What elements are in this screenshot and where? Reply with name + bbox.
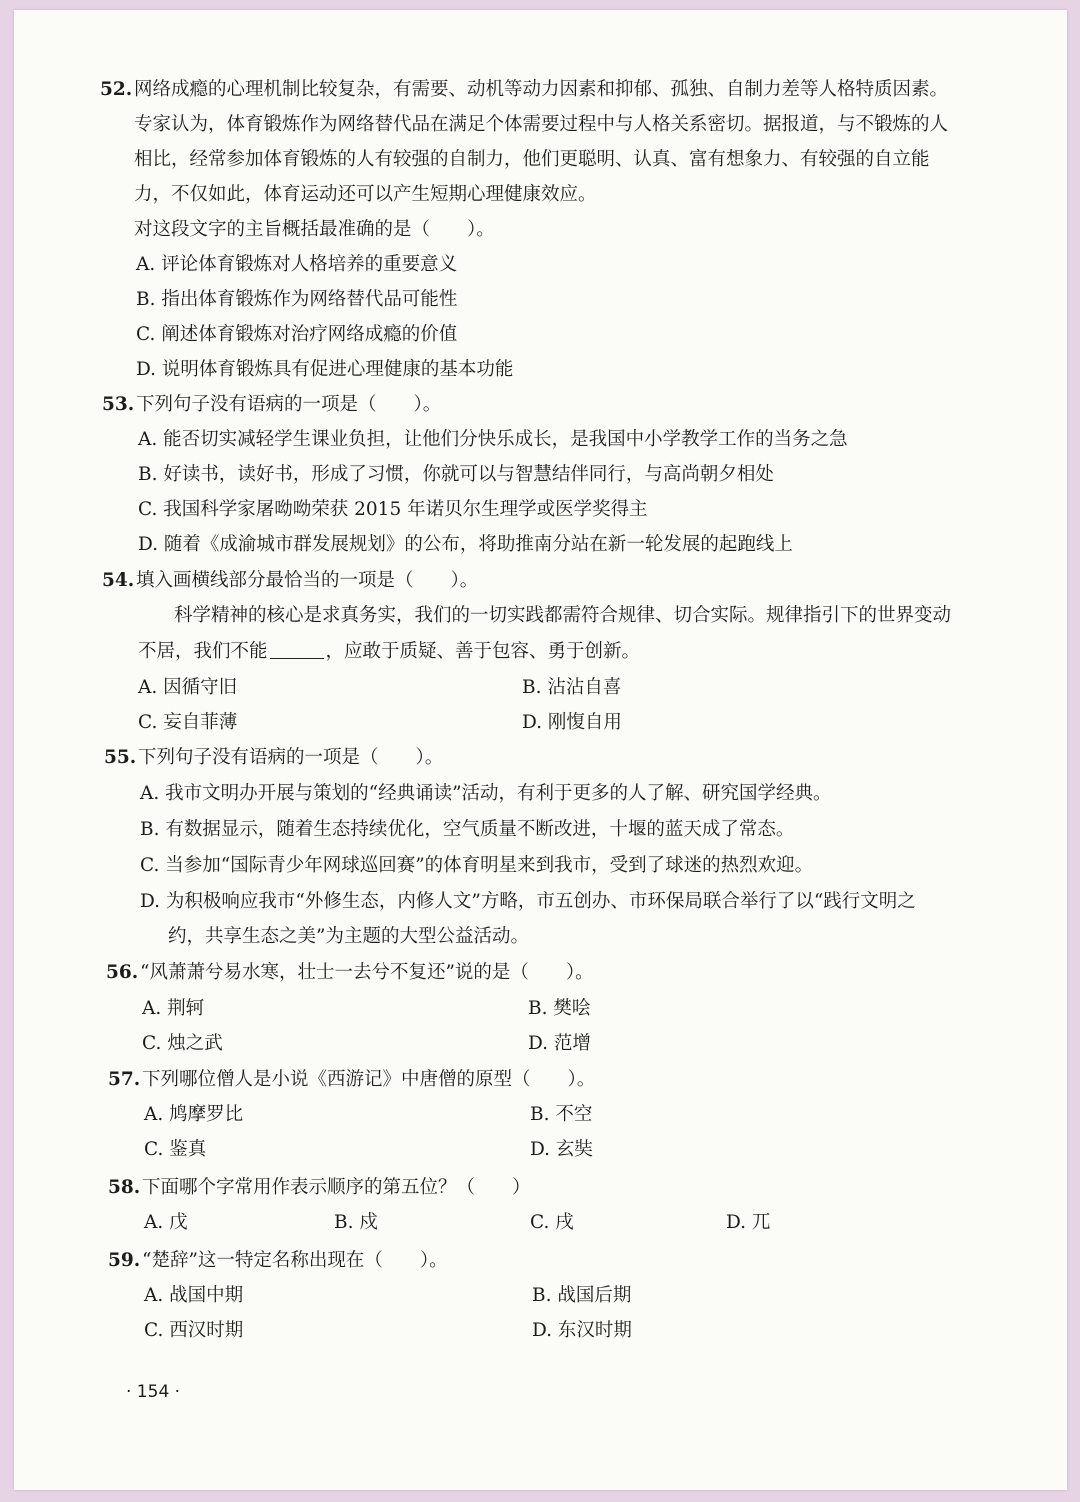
page-number: · 154 · <box>126 1382 181 1402</box>
question-number: 52. <box>100 79 133 100</box>
option-a: A. 战国中期 <box>144 1285 244 1306</box>
exam-page <box>14 10 1067 1490</box>
option-a: A. 我市文明办开展与策划的“经典诵读”活动，有利于更多的人了解、研究国学经典。 <box>140 783 832 804</box>
option-d: D. 随着《成渝城市群发展规划》的公布，将助推南分站在新一轮发展的起跑线上 <box>138 534 793 555</box>
question-number: 55. <box>104 747 137 768</box>
question-number: 57. <box>108 1069 141 1090</box>
question-text: 相比，经常参加体育锻炼的人有较强的自制力，他们更聪明、认真、富有想象力、有较强的自立能 <box>134 149 930 170</box>
option-d: D. 东汉时期 <box>532 1320 632 1341</box>
question-number: 53. <box>102 394 135 415</box>
question-stem: “风萧萧兮易水寒，壮士一去兮不复还”说的是（ ）。 <box>140 962 594 983</box>
option-a: A. 评论体育锻炼对人格培养的重要意义 <box>136 254 458 275</box>
option-b: B. 不空 <box>530 1104 593 1125</box>
passage-text: 科学精神的核心是求真务实，我们的一切实践都需符合规律、切合实际。规律指引下的世界变动 <box>174 605 952 626</box>
option-d-continuation: 约，共享生态之美”为主题的大型公益活动。 <box>168 926 529 947</box>
fill-blank <box>270 638 324 659</box>
passage-text-part: 不居，我们不能 <box>138 641 268 662</box>
option-c: C. 戌 <box>530 1212 574 1233</box>
option-c: C. 当参加“国际青少年网球巡回赛”的体育明星来到我市，受到了球迷的热烈欢迎。 <box>140 855 814 876</box>
option-c: C. 我国科学家屠呦呦荣获 2015 年诺贝尔生理学或医学奖得主 <box>138 499 648 520</box>
option-c: C. 阐述体育锻炼对治疗网络成瘾的价值 <box>136 324 458 345</box>
option-b: B. 好读书，读好书，形成了习惯，你就可以与智慧结伴同行，与高尚朝夕相处 <box>138 464 774 485</box>
question-stem: 下面哪个字常用作表示顺序的第五位？（ ） <box>142 1177 531 1198</box>
option-b: B. 樊哙 <box>528 998 591 1019</box>
question-text: 网络成瘾的心理机制比较复杂，有需要、动机等动力因素和抑郁、孤独、自制力差等人格特质因素。 <box>134 79 949 100</box>
option-d: D. 为积极响应我市“外修生态，内修人文”方略，市五创办、市环保局联合举行了以“践行文明之 <box>140 891 916 912</box>
option-a: A. 能否切实减轻学生课业负担，让他们分快乐成长，是我国中小学教学工作的当务之急 <box>138 429 848 450</box>
option-b: B. 沾沾自喜 <box>522 677 622 698</box>
option-c: C. 西汉时期 <box>144 1320 244 1341</box>
passage-text-part: ，应敢于质疑、善于包容、勇于创新。 <box>325 641 641 662</box>
option-c: C. 妄自菲薄 <box>138 712 238 733</box>
question-stem: 下列句子没有语病的一项是（ ）。 <box>138 747 444 768</box>
option-d: D. 说明体育锻炼具有促进心理健康的基本功能 <box>136 359 514 380</box>
option-d: D. 兀 <box>726 1212 771 1233</box>
option-d: D. 范增 <box>528 1033 591 1054</box>
question-stem: 下列哪位僧人是小说《西游记》中唐僧的原型（ ）。 <box>142 1069 596 1090</box>
option-a: A. 鸠摩罗比 <box>144 1104 244 1125</box>
option-b: B. 指出体育锻炼作为网络替代品可能性 <box>136 289 458 310</box>
option-d: D. 刚愎自用 <box>522 712 622 733</box>
question-stem: 对这段文字的主旨概括最准确的是（ ）。 <box>134 219 495 240</box>
question-stem: 填入画横线部分最恰当的一项是（ ）。 <box>136 570 479 591</box>
question-text: 专家认为，体育锻炼作为网络替代品在满足个体需要过程中与人格关系密切。据报道，与不锻炼的人 <box>134 114 949 135</box>
question-number: 59. <box>108 1250 141 1271</box>
option-c: C. 鉴真 <box>144 1139 207 1160</box>
option-d: D. 玄奘 <box>530 1139 593 1160</box>
option-b: B. 戍 <box>334 1212 378 1233</box>
option-a: A. 荆轲 <box>142 998 205 1019</box>
option-c: C. 烛之武 <box>142 1033 223 1054</box>
question-text: 力，不仅如此，体育运动还可以产生短期心理健康效应。 <box>134 184 597 205</box>
question-number: 58. <box>108 1177 141 1198</box>
option-a: A. 戊 <box>144 1212 188 1233</box>
question-number: 54. <box>102 570 135 591</box>
question-number: 56. <box>106 962 139 983</box>
question-stem: 下列句子没有语病的一项是（ ）。 <box>136 394 442 415</box>
question-stem: “楚辞”这一特定名称出现在（ ）。 <box>142 1250 448 1271</box>
option-a: A. 因循守旧 <box>138 677 238 698</box>
option-b: B. 战国后期 <box>532 1285 632 1306</box>
passage-text <box>138 634 640 669</box>
option-b: B. 有数据显示，随着生态持续优化，空气质量不断改进，十堰的蓝天成了常态。 <box>140 819 795 840</box>
